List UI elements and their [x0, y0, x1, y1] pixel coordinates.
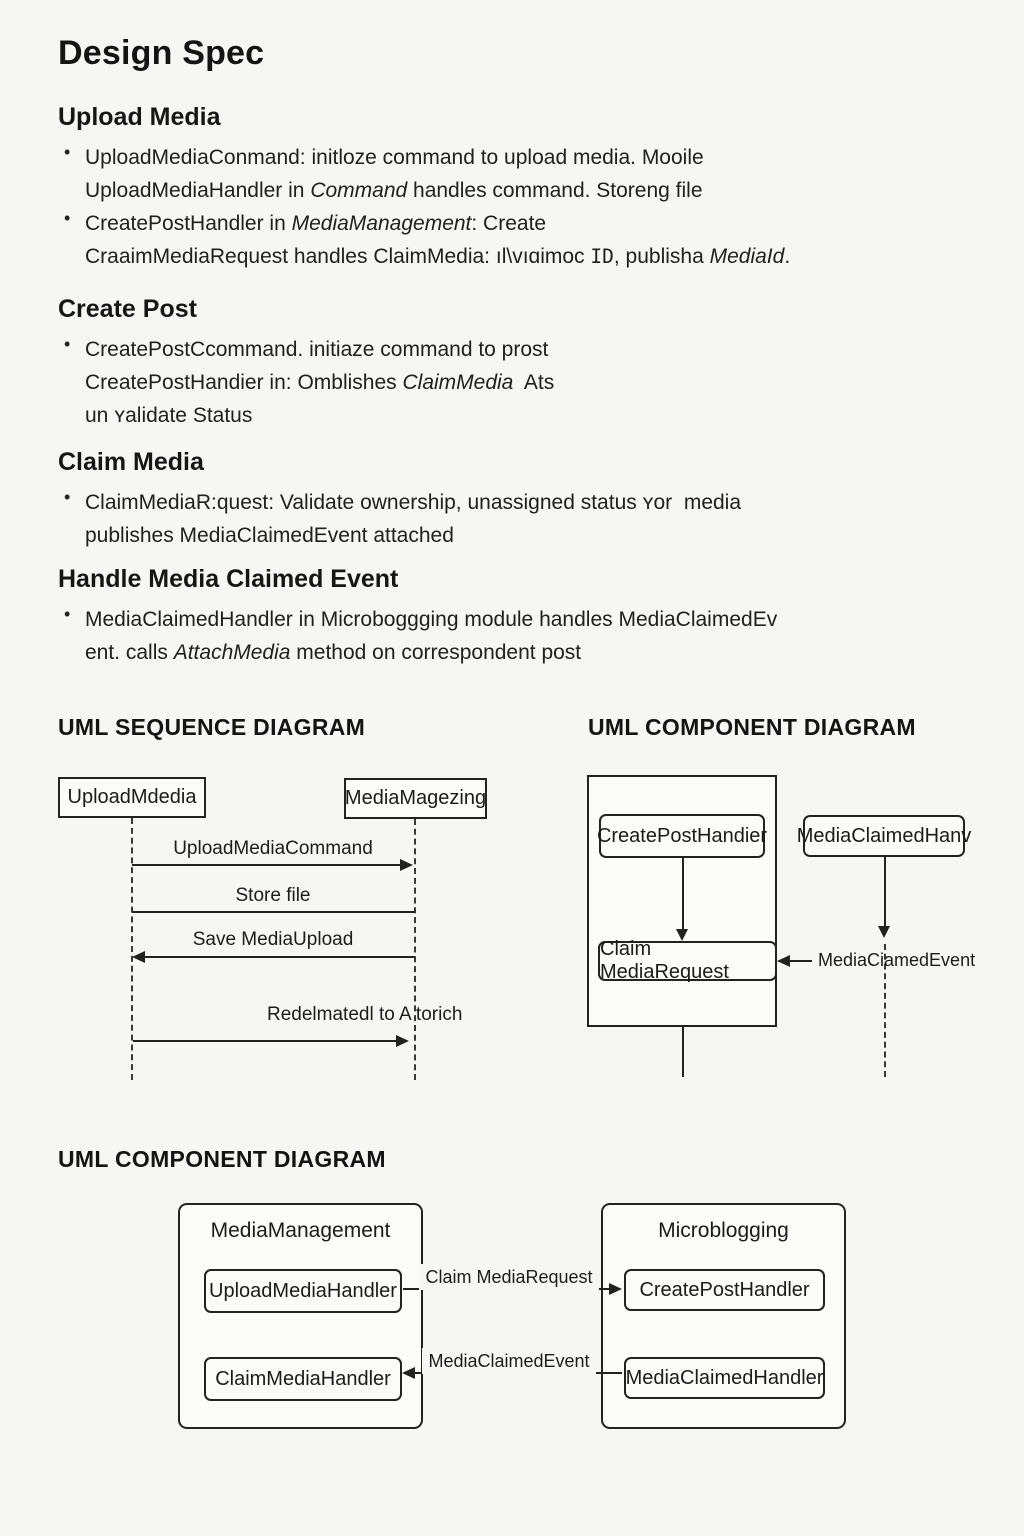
- message-arrow-line: [132, 864, 402, 866]
- bullet-line: [85, 333, 973, 366]
- bullet-line: [85, 603, 973, 636]
- arrowhead-left-icon: [777, 955, 790, 967]
- arrowhead-right-icon: [396, 1035, 409, 1047]
- text-run-italic: Command: [310, 179, 408, 202]
- text-run: MediaClaimedHandler in Microboggging module handles MediaClaimedEv: [85, 608, 778, 631]
- text-run: ClaimMediaR:quest: Validate ownership, unassigned status ʏor media: [85, 491, 742, 514]
- connection-label-text: MediaClaimedEvent: [422, 1348, 595, 1374]
- section-claim-media: [58, 448, 973, 552]
- component-box-mediaclaimedhandler-external: [796, 815, 972, 857]
- connection-label: [395, 1264, 623, 1290]
- text-run-mono: ID: [590, 245, 614, 268]
- text-run: CraaimMediaRequest handles ClaimMedia: ıl\vıɑimoc: [85, 245, 591, 268]
- text-run-italic: AttachMedia: [173, 641, 291, 664]
- component-box-createposthandler: [596, 814, 768, 858]
- container-mediamanagement: [178, 1203, 423, 1429]
- component-box-createposthandler: [624, 1269, 825, 1311]
- bullet-line: [85, 207, 973, 240]
- text-run: UploadMediaConmand: initloze command to upload media. Mooile: [85, 146, 704, 169]
- component-box-claimmediarequest: [598, 938, 777, 983]
- bullet-item: [58, 207, 973, 273]
- section-create-post: [58, 295, 973, 432]
- component-box-uploadmediahandler: [204, 1269, 402, 1313]
- text-run: , publisha: [613, 245, 710, 268]
- text-run: handles command. Storeng file: [407, 179, 703, 202]
- page-title: Design Spec: [58, 34, 265, 72]
- connector-line: [884, 857, 886, 928]
- message-label: Save MediaUpload: [192, 929, 354, 950]
- text-run-italic: MediaId: [709, 245, 785, 268]
- sequence-diagram-heading: UML SEQUENCE DIAGRAM: [58, 714, 366, 740]
- bullet-item: [58, 486, 973, 552]
- component-diagram-right-heading: UML COMPONENT DIAGRAM: [588, 714, 916, 740]
- section-heading: Handle Media Claimed Event: [58, 565, 399, 593]
- text-run: method on correspondent post: [290, 641, 582, 664]
- event-label: MediaCiamedEvent: [818, 950, 976, 970]
- section-heading: Claim Media: [58, 448, 204, 476]
- message-arrow-line: [133, 1040, 397, 1042]
- text-run: Ats: [513, 371, 555, 394]
- component-box-mediaclaimedhandler: [624, 1357, 825, 1399]
- message-arrow-line: [145, 956, 415, 958]
- container-title: Microblogging: [658, 1219, 789, 1242]
- component-label: MediaClaimedHanv: [796, 824, 972, 847]
- bullet-line: [85, 486, 973, 519]
- bullet-item: [58, 603, 973, 669]
- bullet-dot: •: [64, 334, 71, 354]
- bullet-dot: •: [64, 604, 71, 624]
- component-box-claimmediahandler: [204, 1357, 402, 1401]
- text-run-italic: MediaManagement: [291, 212, 472, 235]
- section-upload-media: [58, 103, 973, 273]
- section-heading: Upload Media: [58, 103, 221, 131]
- component-label: UploadMediaHandler: [209, 1279, 397, 1302]
- bullet-dot: •: [64, 487, 71, 507]
- bullet-item: [58, 333, 973, 432]
- component-diagram-bottom-heading: UML COMPONENT DIAGRAM: [58, 1146, 386, 1172]
- arrowhead-right-icon: [400, 859, 413, 871]
- participant-box-mediamanagement: [344, 778, 487, 819]
- bullet-line: [85, 240, 973, 273]
- message-label: Store file: [235, 885, 311, 906]
- connection-label-text: Claim MediaRequest: [419, 1264, 598, 1290]
- bullet-item: [58, 141, 973, 207]
- section-heading: Create Post: [58, 295, 197, 323]
- arrowhead-down-icon: [878, 926, 890, 938]
- bullet-line: [85, 399, 973, 432]
- text-run: ent. calls: [85, 641, 174, 664]
- text-run: publishes MediaClaimedEvent attached: [85, 524, 454, 547]
- participant-box-uploadmedia: [58, 777, 206, 818]
- section-handle-media-claimed-event: [58, 565, 973, 669]
- component-label: ClaimMediaHandler: [215, 1367, 391, 1390]
- event-arrow-line: [788, 960, 812, 962]
- arrowhead-left-icon: [132, 951, 145, 963]
- text-run: un ʏalidate Status: [85, 404, 253, 427]
- text-run: UploadMediaHandler in: [85, 179, 311, 202]
- bullet-dot: •: [64, 142, 71, 162]
- bullet-line: [85, 366, 973, 399]
- participant-label: UploadMdedia: [67, 786, 197, 808]
- connector-line: [682, 858, 684, 931]
- bullet-line: [85, 636, 973, 669]
- text-run: .: [784, 245, 791, 268]
- bullet-dot: •: [64, 208, 71, 228]
- bullet-line: [85, 141, 973, 174]
- message-line: [132, 911, 415, 913]
- text-run-italic: ClaimMedia: [402, 371, 514, 394]
- message-label: UploadMediaCommand: [173, 838, 373, 859]
- connection-label: [395, 1348, 623, 1374]
- component-label: MediaClaimedHandler: [625, 1366, 824, 1389]
- component-label: CreatePostHandier: [596, 824, 768, 847]
- text-run: CreatePostHandler in: [85, 212, 292, 235]
- container-title: MediaManagement: [210, 1219, 391, 1242]
- bullet-line: [85, 519, 973, 552]
- component-label: CreatePostHandler: [639, 1278, 810, 1301]
- text-run: : Create: [471, 212, 547, 235]
- connector-line: [682, 1027, 684, 1077]
- container-microblogging: [601, 1203, 846, 1429]
- message-label: Redelmatedl to A torich: [267, 1004, 463, 1025]
- component-label: Claim MediaRequest: [600, 938, 729, 983]
- participant-label: MediaMagezing: [344, 787, 487, 809]
- bullet-line: [85, 174, 973, 207]
- text-run: CreatePostHandier in: Omblishes: [85, 371, 403, 394]
- text-run: CreatePostCcommand. initiaze command to prost: [85, 338, 549, 361]
